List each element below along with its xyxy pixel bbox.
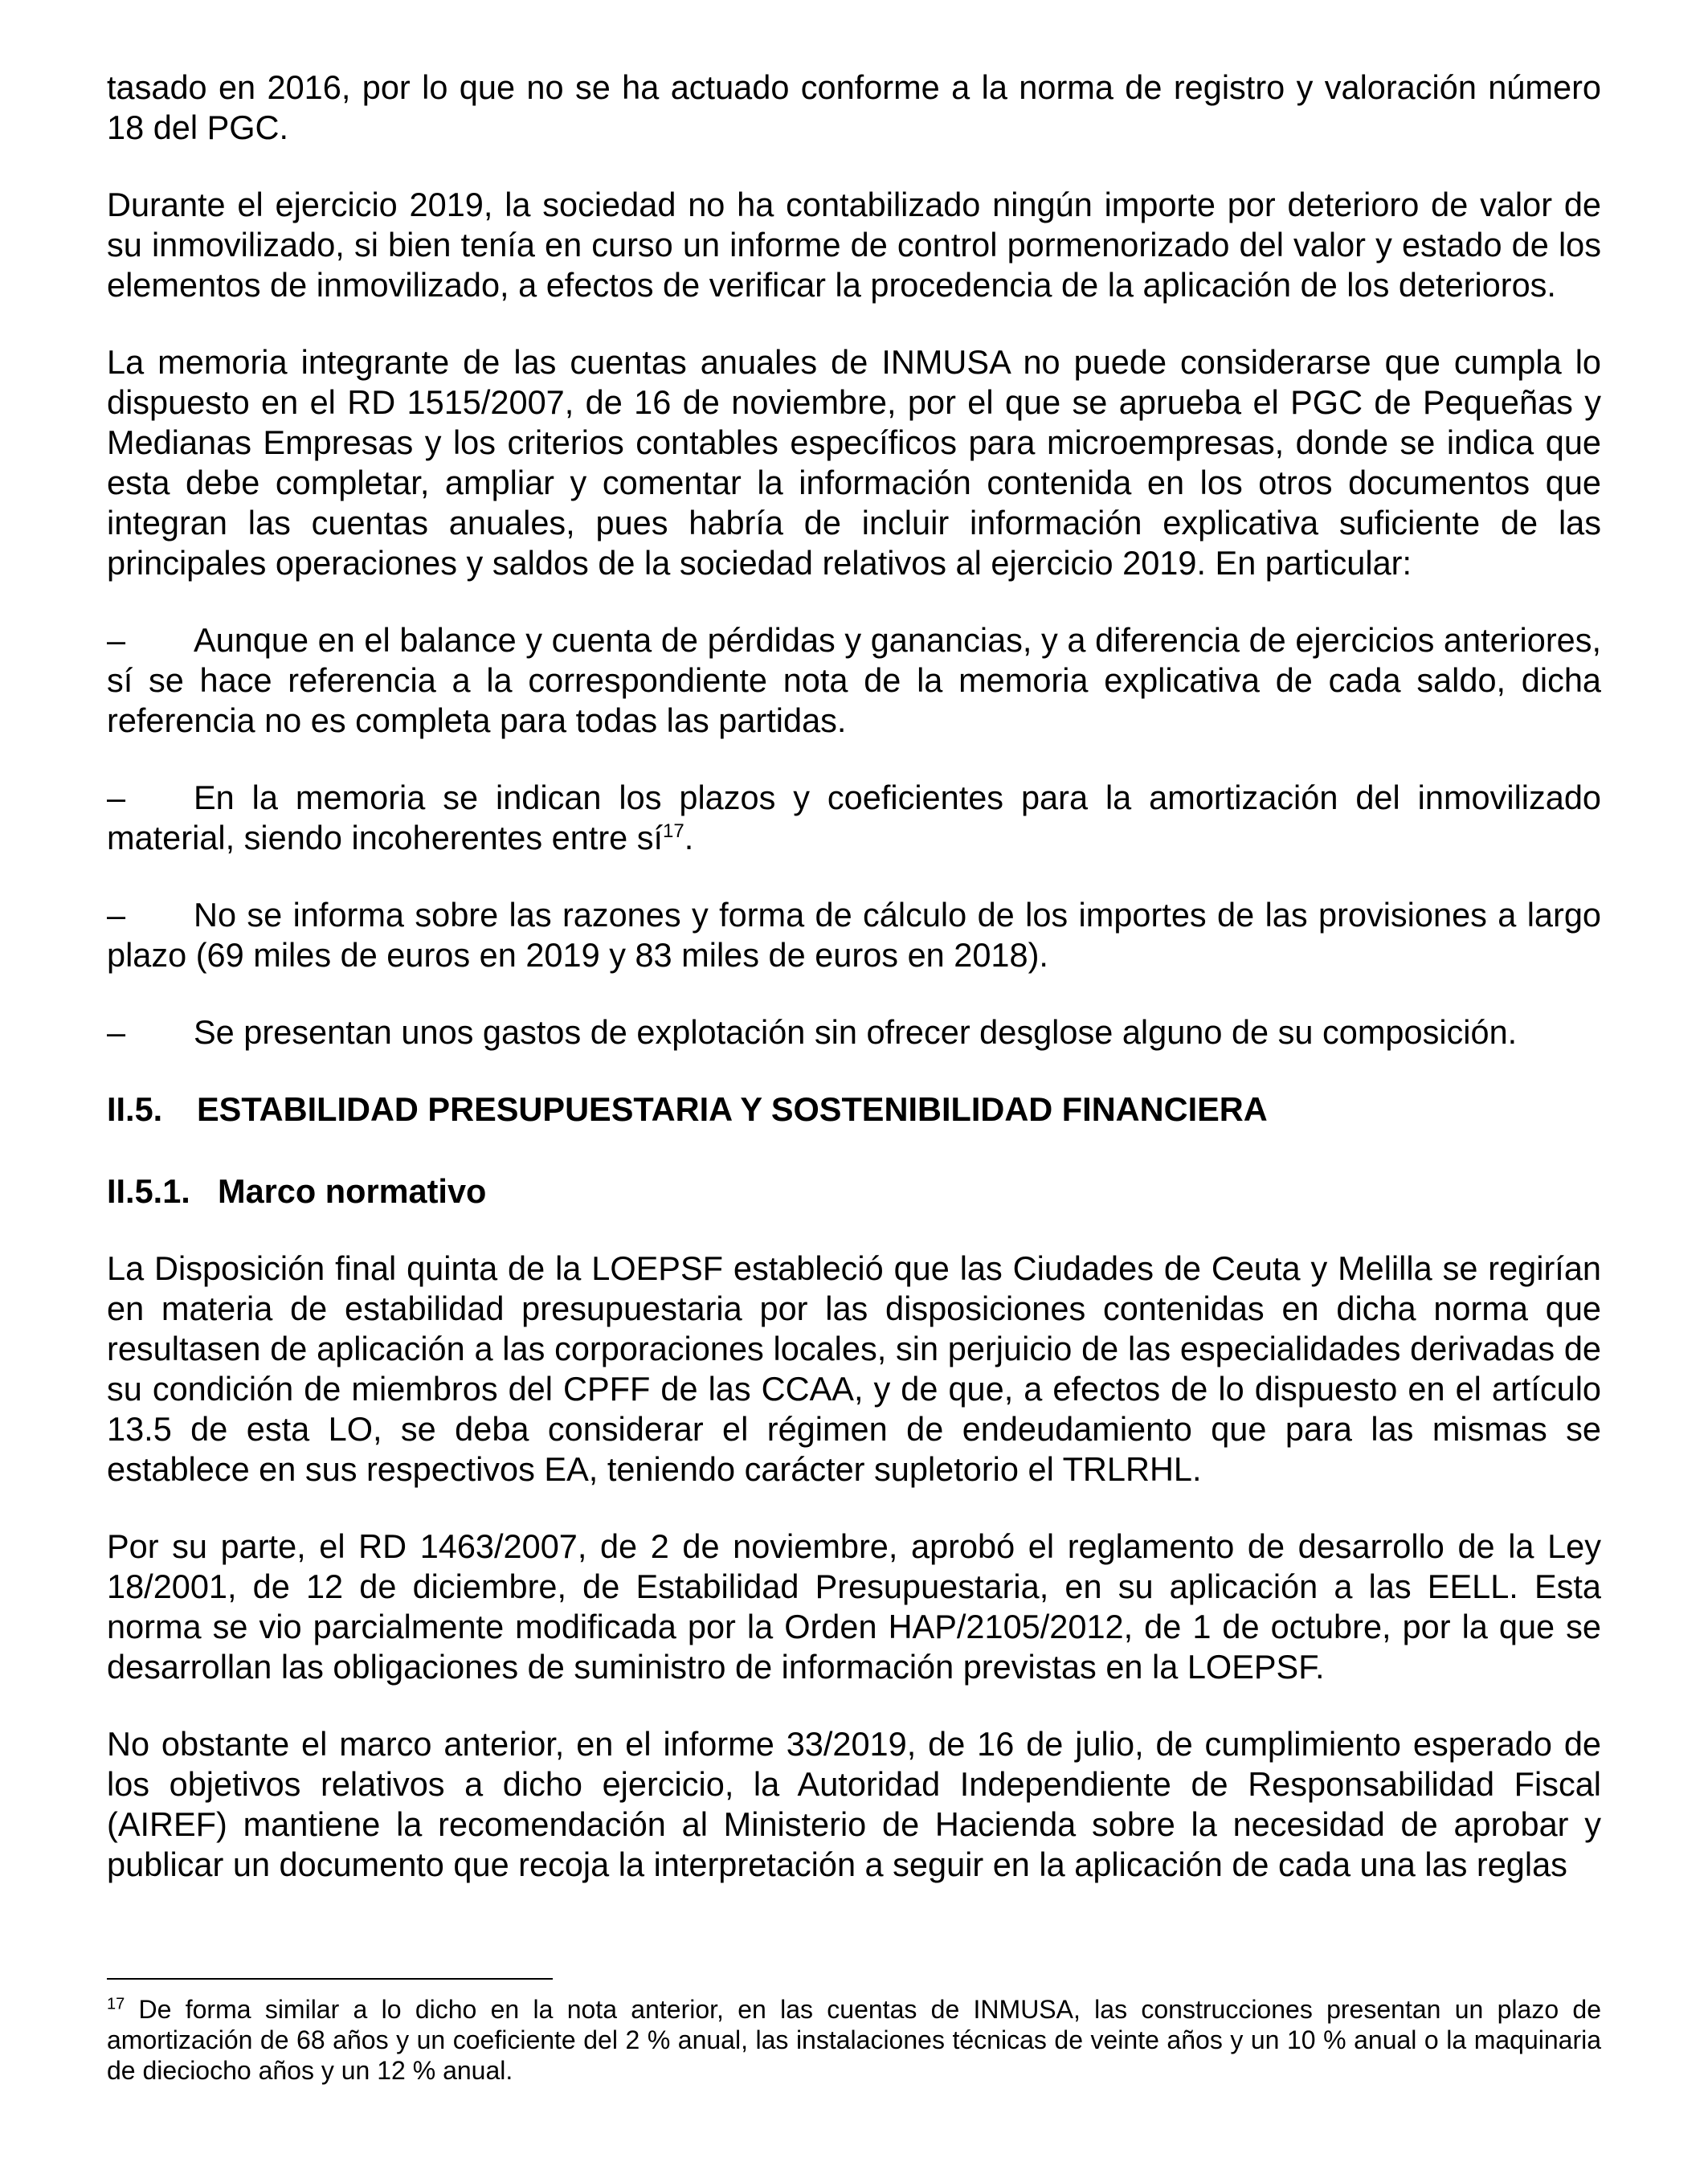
section-title: ESTABILIDAD PRESUPUESTARIA Y SOSTENIBILIDAD FINANCIERA — [197, 1090, 1268, 1128]
bullet-text-end: . — [684, 819, 694, 856]
paragraph-disposicion: La Disposición final quinta de la LOEPSF estableció que las Ciudades de Ceuta y Melilla se regirían en materia de estabilidad presupuestaria por las disposiciones contenidas en dicha norma que resultasen de aplicación a las corporaciones locales, sin perjuicio de las especialidades derivadas de su condición de miembros del CPFF de las CCAA, y de que, a efectos de lo dispuesto en el artículo 13.5 de esta LO, se deba considerar el régimen de endeudamiento que para las mismas se establece en sus respectivos EA, teniendo carácter supletorio el TRLRHL. — [107, 1249, 1601, 1488]
bullet-text: Aunque en el balance y cuenta de pérdidas y ganancias, y a diferencia de ejercicios anteriores, sí se hace referencia a la correspondiente nota de la memoria explicativa de cada saldo, dicha referencia no es completa para todas las partidas. — [107, 621, 1601, 739]
bullet-item-amortizacion — [107, 778, 1601, 858]
paragraph-tasado: tasado en 2016, por lo que no se ha actuado conforme a la norma de registro y valoración número 18 del PGC. — [107, 68, 1601, 146]
bullet-item-provisiones — [107, 895, 1601, 975]
paragraph-deterioro: Durante el ejercicio 2019, la sociedad no ha contabilizado ningún importe por deterioro de valor de su inmovilizado, si bien tenía en curso un informe de control pormenorizado del valor y estado de los elementos de inmovilizado, a efectos de verificar la procedencia de la aplicación de los deterioros. — [107, 186, 1601, 304]
dash-marker: – — [107, 621, 126, 659]
paragraph-memoria: La memoria integrante de las cuentas anuales de INMUSA no puede considerarse que cumpla lo dispuesto en el RD 1515/2007, de 16 de noviembre, por el que se aprueba el PGC de Pequeñas y Medianas Empresas y los criterios contables específicos para microempresas, donde se indica que esta debe completar, ampliar y comentar la información contenida en los otros documentos que integran las cuentas anuales, pues habría de incluir información explicativa suficiente de las principales operaciones y saldos de la sociedad relativos al ejercicio 2019. En particular: — [107, 343, 1601, 582]
bullet-item-gastos — [107, 1012, 1601, 1052]
subsection-title: Marco normativo — [218, 1172, 487, 1210]
dash-marker: – — [107, 1013, 126, 1051]
dash-marker: – — [107, 779, 126, 816]
bullet-text: Se presentan unos gastos de explotación sin ofrecer desglose alguno de su composición. — [194, 1013, 1518, 1051]
section-number: II.5. — [107, 1090, 163, 1128]
footnote-number: 17 — [107, 1995, 125, 2013]
subsection-number: II.5.1. — [107, 1172, 190, 1210]
dash-marker: – — [107, 896, 126, 934]
paragraph-rd-1463: Por su parte, el RD 1463/2007, de 2 de noviembre, aprobó el reglamento de desarrollo de la Ley 18/2001, de 12 de diciembre, de Estabilidad Presupuestaria, en su aplicación a las EELL. Esta norma se vio parcialmente modificada por la Orden HAP/2105/2012, de 1 de octubre, por la que se desarrollan las obligaciones de suministro de información previstas en la LOEPSF. — [107, 1527, 1601, 1686]
footnote-text: De forma similar a lo dicho en la nota anterior, en las cuentas de INMUSA, las construcciones presentan un plazo de amortización de 68 años y un coeficiente del 2 % anual, las instalaciones técnicas de veinte años y un 10 % anual o la maquinaria de dieciocho años y un 12 % anual. — [107, 1995, 1601, 2085]
section-heading — [107, 1089, 1601, 1130]
footnote-reference[interactable]: 17 — [663, 820, 684, 843]
subsection-heading — [107, 1171, 1601, 1212]
document-page — [107, 67, 1601, 1922]
footnote — [107, 1994, 1601, 2086]
bullet-item-balance — [107, 620, 1601, 741]
bullet-text: En la memoria se indican los plazos y coeficientes para la amortización del inmovilizado material, siendo incoherentes entre sí — [107, 779, 1601, 856]
bullet-text: No se informa sobre las razones y forma de cálculo de los importes de las provisiones a largo plazo (69 miles de euros en 2019 y 83 miles de euros en 2018). — [107, 896, 1601, 974]
footnote-divider — [107, 1978, 553, 1980]
paragraph-airef: No obstante el marco anterior, en el informe 33/2019, de 16 de julio, de cumplimiento esperado de los objetivos relativos a dicho ejercicio, la Autoridad Independiente de Responsabilidad Fiscal (AIREF) mantiene la recomendación al Ministerio de Hacienda sobre la necesidad de aprobar y publicar un documento que recoja la interpretación a seguir en la aplicación de cada una las reglas — [107, 1725, 1601, 1883]
